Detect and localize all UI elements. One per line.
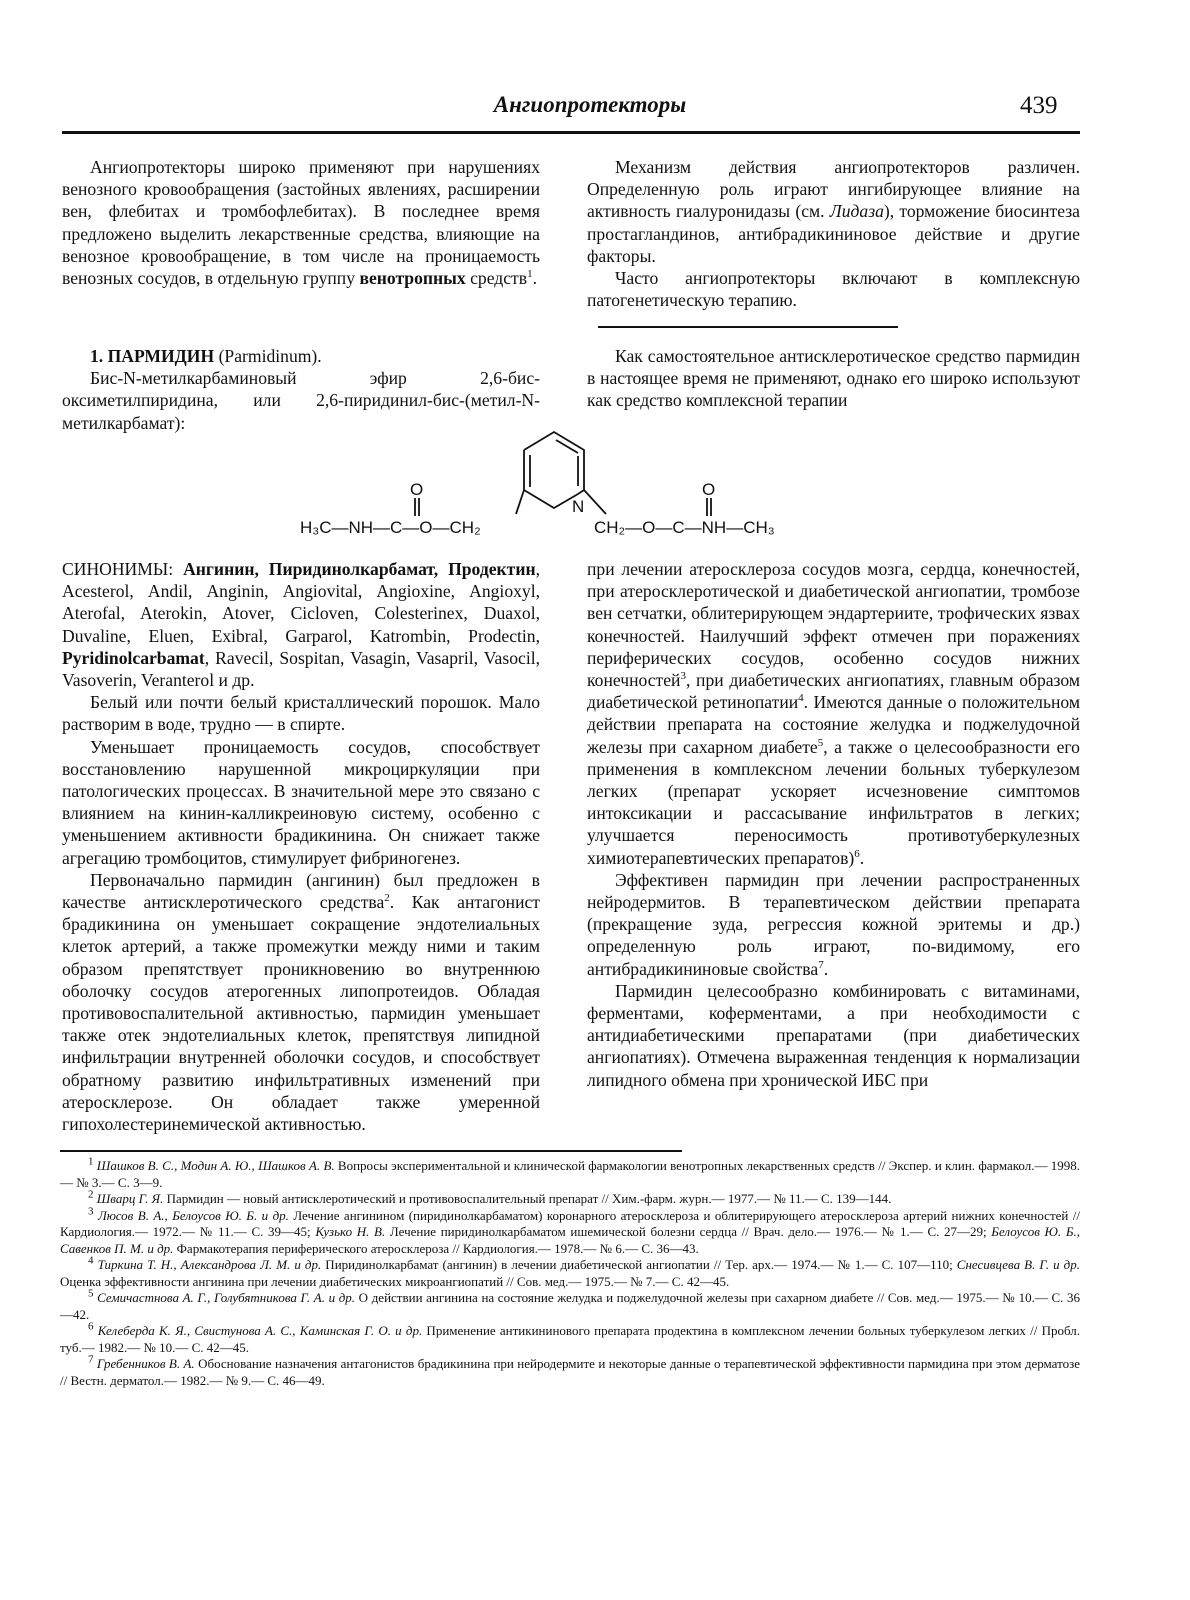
right-body-p1-b: , при диабетических ангиопатиях, главным образом диабетической ретинопатии	[587, 670, 1080, 713]
footnote-text: Оценка эффективности ангинина при лечении диабетических микроангиопатий // Сов. мед.— 1975.— № 7.— С. 42—45.	[60, 1273, 730, 1289]
footnote-3	[60, 1205, 1081, 1258]
footnote-ref-4[interactable]: 4	[798, 692, 804, 705]
chemical-name: Бис-N-метилкарбаминовый эфир 2,6-бис-оксиметилпиридина, или 2,6-пиридинил-бис-(метил-N-метилкарбамат):	[62, 368, 540, 433]
intro-left-paragraph	[62, 156, 540, 289]
footnote-ref-2[interactable]: 2	[384, 892, 390, 905]
intro-right-text-b: ), торможение биосинтеза простагландинов, антибрадикининовое действие и другие факторы.	[587, 201, 1080, 266]
article-right-top-text: Как самостоятельное антисклеротическое средство пармидин в настоящее время не применяют, однако его широко используют как средство комплексной терапии	[587, 346, 1080, 411]
footnote-authors: Тиркина Т. Н., Александрова Л. М. и др.	[97, 1257, 322, 1272]
left-body-p3-b: . Как антагонист брадикинина он уменьшает сокращение эндотелиальных клеток артерий, а также промежутки между ними и таким образом препятствует проникновению во внутреннюю оболочку сосудов атерогенных липопротеидов. Обладая противовоспалительной активностью, пармидин уменьшает также отек эндотелиальных клеток, препятствуя липидной инфильтрации внутренней оболочки сосудов, и способствует обратному развитию инфильтративных изменений при атеросклерозе. Он обладает также умеренной гипохолестеринемической активностью.	[62, 892, 540, 1135]
ring-double-bond-2	[556, 440, 578, 453]
right-body-p1-c: . Имеются данные о положительном действии препарата на состояние желудка и поджелудочной железы при сахарном диабете	[587, 692, 1080, 757]
structural-formula	[280, 420, 900, 550]
article-heading-latin: (Parmidinum).	[218, 346, 322, 366]
intro-right-italic-ref: Лидаза	[829, 201, 884, 222]
footnote-1	[60, 1155, 1081, 1191]
right-body-p1-a: при лечении атеросклероза сосудов мозга, сердца, конечностей, при атеросклеротической и диабетической ангиопатии, тромбозе вен сетчатки, облитерирующем эндартериите, трофических язвах конечностей. Наилучший эффект отмечен при поражениях периферических сосудов, особенно сосудов нижних конечностей	[587, 559, 1080, 691]
running-header-title: Ангиопротекторы	[493, 92, 687, 117]
footnote-number: 2	[88, 1188, 94, 1201]
footnote-text: О действии ангинина на состояние желудка и поджелудочной железы при сахарном диабете // Сов. мед.— 1975.— № 10.— С. 36—42.	[60, 1290, 1081, 1322]
footnote-text: Пармидин — новый антисклеротический и противовоспалительный препарат // Хим.-фарм. журн.— 1977.— № 11.— С. 139—144.	[163, 1191, 892, 1206]
right-body-p1-d: , а также о целесообразности его применения в комплексном лечении больных туберкулезом легких (препарат ускоряет исчезновение симптомов интоксикации и рассасывание инфильтратов в легких; улучшается переносимость противотуберкулезных химиотерапевтических препаратов)	[587, 736, 1080, 868]
left-body-column	[62, 558, 540, 1135]
right-body-paragraph-3: Пармидин целесообразно комбинировать с витаминами, ферментами, коферментами, а при необходимости с антидиабетическими препаратами (при диабетических ангиопатиях). Отмечена выраженная тенденция к нормализации липидного обмена при хронической ИБС при	[587, 980, 1080, 1090]
synonyms-label: СИНОНИМЫ:	[62, 559, 174, 579]
link-right-ch2	[584, 490, 606, 514]
right-body-column	[587, 558, 1080, 1091]
footnote-7	[60, 1353, 1081, 1389]
footnote-number: 5	[88, 1287, 94, 1300]
footnote-number: 6	[88, 1320, 94, 1333]
footnote-text: Лечение пиридинолкарбаматом ишемической болезни сердца // Врач. дело.— 1976.— № 1.— С. 27—29;	[385, 1224, 987, 1239]
footnote-authors: Белоусов Ю. Б., Савенков П. М. и др.	[60, 1224, 1080, 1256]
article-heading	[62, 345, 540, 367]
footnotes	[60, 1155, 1081, 1389]
footnote-ref-3[interactable]: 3	[680, 670, 686, 683]
synonyms-paragraph	[62, 558, 540, 691]
footnote-authors: Кузько Н. В.	[310, 1224, 386, 1239]
left-body-paragraph-3	[62, 869, 540, 1135]
left-body-paragraph-2: Уменьшает проницаемость сосудов, способствует восстановлению нарушенной микроциркуляции при патологических процессах. В значительной мере это связано с влиянием на кинин-калликреиновую систему, особенно с уменьшением активности брадикинина. Он снижает также агрегацию тромбоцитов, стимулирует фибриногенез.	[62, 736, 540, 868]
footnote-text: Применение антикининового препарата продектина в комплексном лечении больных туберкулезом легких // Пробл. туб.— 1982.— № 10.— С. 42—45.	[60, 1323, 1080, 1355]
footnote-text: Лечение ангинином (пиридинолкарбаматом) коронарного атеросклероза и облитерирующего атеросклероза артерий нижних конечностей // Кардиология.— 1972.— № 11.— С. 39—45;	[60, 1207, 1081, 1239]
formula-right-chain: CH₂—O—C—NH—CH₃	[594, 518, 775, 537]
intro-left-bold-term: венотропных	[359, 268, 466, 289]
footnote-5	[60, 1287, 1081, 1323]
footnote-number: 7	[88, 1353, 94, 1366]
footnote-ref-6[interactable]: 6	[854, 847, 860, 860]
synonyms-bold-2: Pyridinolcarbamat	[62, 647, 205, 668]
footnote-authors: Семичастнова А. Г., Голубятникова Г. А. и др.	[97, 1290, 356, 1305]
ring-bond-left	[524, 450, 578, 508]
footnote-ref-5[interactable]: 5	[817, 736, 824, 749]
right-body-paragraph-1	[587, 558, 1080, 869]
footnote-number: 4	[88, 1254, 94, 1267]
intro-right-text-a: Механизм действия ангиопротекторов различен. Определенную роль играют ингибирующее влияние на активность гиалуронидазы (см.	[587, 157, 1080, 222]
formula-left-chain: H₃C—NH—C—O—CH₂	[300, 518, 481, 537]
article-right-top	[587, 345, 1080, 412]
footnote-2	[60, 1188, 1080, 1208]
right-body-paragraph-2	[587, 869, 1080, 980]
left-body-p3-a: Первоначально пармидин (ангинин) был предложен в качестве антисклеротического средства	[62, 869, 540, 913]
page-number: 439	[1020, 92, 1058, 119]
synonyms-list-b: , Ravecil, Sospitan, Vasagin, Vasapril, Vasocil, Vasoverin, Veranterol и др.	[62, 647, 540, 691]
link-left-ch2	[516, 490, 524, 514]
footnote-text: Пиридинолкарбамат (ангинин) в лечении диабетической ангиопатии // Тер. арх.— 1974.— № 1.— С. 107—110;	[321, 1257, 953, 1272]
intro-right-column	[587, 156, 1080, 311]
footnote-text: Обоснование назначения антагонистов брадикинина при нейродермите и некоторые данные о терапевтической эффективности пармидина при этом дерматозе // Вестн. дерматол.— 1982.— № 9.— С. 46—49.	[60, 1356, 1081, 1388]
left-body-paragraph-1: Белый или почти белый кристаллический порошок. Мало растворим в воде, трудно — в спирте.	[62, 692, 540, 735]
synonyms-list-a: , Acesterol, Andil, Anginin, Angiovital, Angioxine, Angioxyl, Aterofal, Aterokin, Atover, Cicloven, Colesterinex, Duaxol, Duvaline, Eluen, Exibral, Garparol, Katrombin, Prodectin,	[62, 559, 541, 646]
ring-bond-right	[524, 432, 584, 494]
section-divider	[598, 326, 898, 328]
footnote-authors: Гребенников В. А.	[96, 1356, 195, 1371]
footnote-4	[60, 1254, 1081, 1290]
article-heading-title: 1. ПАРМИДИН	[90, 346, 215, 366]
footnote-authors: Шашков В. С., Модин А. Ю., Шашков А. В.	[96, 1158, 335, 1173]
footnote-rule	[60, 1150, 682, 1152]
footnote-number: 3	[88, 1205, 94, 1218]
intro-right-paragraph-2: Часто ангиопротекторы включают в комплексную патогенетическую терапию.	[587, 268, 1080, 311]
intro-left-column	[62, 156, 540, 289]
oxygen-right-label: O	[702, 480, 716, 499]
footnote-authors: Шварц Г. Я.	[96, 1191, 164, 1206]
footnote-text: Фармакотерапия периферического атеросклероза // Кардиология.— 1978.— № 6.— С. 36—43.	[173, 1240, 699, 1256]
oxygen-left-label: O	[410, 480, 424, 499]
intro-left-text: Ангиопротекторы широко применяют при нарушениях венозного кровообращения (застойных явлениях, расширении вен, флебитах и тромбофлебитах). В последнее время предложено выделить лекарственные средства, влияющие на венозное кровообращение, в том числе на проницаемость венозных сосудов, в отдельную группу	[62, 157, 540, 289]
right-body-p2-b: .	[823, 958, 829, 979]
footnote-authors: Люсов В. А., Белоусов Ю. Б. и др.	[97, 1207, 289, 1223]
footnote-6	[60, 1320, 1080, 1356]
nitrogen-label: N	[572, 497, 585, 516]
footnote-authors: Келеберда К. Я., Свистунова А. С., Каминская Г. О. и др.	[97, 1323, 423, 1338]
intro-left-end: средств	[470, 268, 528, 289]
footnote-text: Вопросы экспериментальной и клинической фармакологии венотропных лекарственных средств // Экспер. и клин. фармакол.— 1998.— № 3.— С. 3—9.	[60, 1158, 1081, 1190]
synonyms-bold-list: Ангинин, Пиридинолкарбамат, Продектин	[183, 559, 536, 579]
intro-left-dot: .	[532, 268, 537, 289]
right-body-p1-e: .	[859, 847, 865, 868]
footnote-authors: Снесивцева В. Г. и др.	[952, 1257, 1081, 1272]
footnote-ref-1[interactable]: 1	[527, 268, 533, 281]
right-body-p2-a: Эффективен пармидин при лечении распространенных нейродермитов. В терапевтическом действии препарата (прекращение зуда, регрессия кожной эритемы и др.) определенную роль играют, по-видимому, его антибрадикининовые свойства	[587, 869, 1080, 979]
intro-right-paragraph-1	[587, 156, 1080, 267]
footnote-number: 1	[88, 1155, 94, 1168]
footnote-ref-7[interactable]: 7	[818, 958, 824, 971]
header-rule	[62, 131, 1080, 134]
